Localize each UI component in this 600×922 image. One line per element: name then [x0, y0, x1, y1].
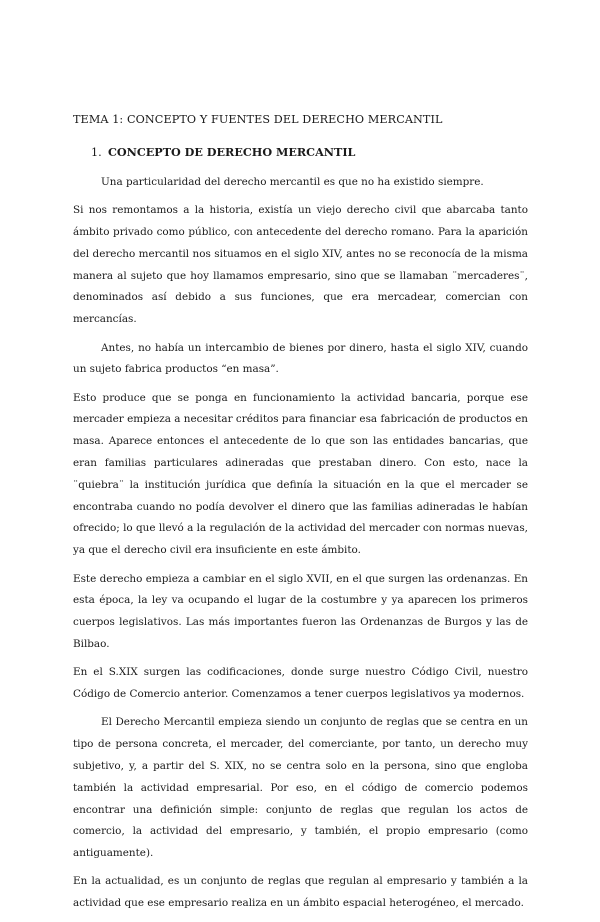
section-title: CONCEPTO DE DERECHO MERCANTIL — [108, 145, 356, 159]
paragraph: El Derecho Mercantil empieza siendo un conjunto de reglas que se centra en un tipo de persona concreta, el mercader, del comerciante, por tanto, un derecho muy subjetivo, y, a partir del S. XIX, no se centra solo en la persona, sino que engloba también la actividad empresarial. Por eso, en el código de comercio podemos encontrar una definición simple: conjunto de reglas que regulan los actos de comercio, la actividad del empresario, y también, el propio empresario (como antiguamente). — [73, 716, 528, 860]
document-body — [73, 172, 528, 922]
paragraph: Esto produce que se ponga en funcionamiento la actividad bancaria, porque ese mercader empieza a necesitar créditos para financiar esa fabricación de productos en masa. Aparece entonces el antecedente de lo que son las entidades bancarias, que eran familias particulares adineradas que prestaban dinero. Con esto, nace la ¨quiebra¨ la institución jurídica que definía la situación en la que el mercader se encontraba cuando no podía devolver el dinero que las familias adineradas le habían ofrecido; lo que llevó a la regulación de la actividad del mercader con normas nuevas, ya que el derecho civil era insuficiente en este ámbito. — [73, 391, 528, 557]
topic-title: TEMA 1: CONCEPTO Y FUENTES DEL DERECHO MERCANTIL — [73, 113, 443, 126]
paragraph: Si nos remontamos a la historia, existía un viejo derecho civil que abarcaba tanto ámbito privado como público, con antecedente del derecho romano. Para la aparición del derecho mercantil nos situamos en el siglo XIV, antes no se reconocía de la misma manera al sujeto que hoy llamamos empresario, sino que se llamaban ¨mercaderes¨, denominados así debido a sus funciones, que era mercadear, comercian con mercancías. — [73, 204, 528, 326]
section-number: 1. — [91, 146, 102, 159]
paragraph: En el S.XIX surgen las codificaciones, donde surge nuestro Código Civil, nuestro Código de Comercio anterior. Comenzamos a tener cuerpos legislativos ya modernos. — [73, 666, 528, 701]
paragraph: Este derecho empieza a cambiar en el siglo XVII, en el que surgen las ordenanzas. En esta época, la ley va ocupando el lugar de la costumbre y ya aparecen los primeros cuerpos legislativos. Las más importantes fueron las Ordenanzas de Burgos y las de Bilbao. — [73, 572, 528, 650]
paragraph: Una particularidad del derecho mercantil es que no ha existido siempre. — [101, 176, 484, 188]
paragraph: Antes, no había un intercambio de bienes por dinero, hasta el siglo XIV, cuando un sujeto fabrica productos “en masa”. — [73, 341, 528, 376]
section-heading — [91, 145, 355, 159]
paragraph: En la actualidad, es un conjunto de reglas que regulan al empresario y también a la actividad que ese empresario realiza en un ámbito espacial heterogéneo, el mercado. — [73, 875, 528, 910]
